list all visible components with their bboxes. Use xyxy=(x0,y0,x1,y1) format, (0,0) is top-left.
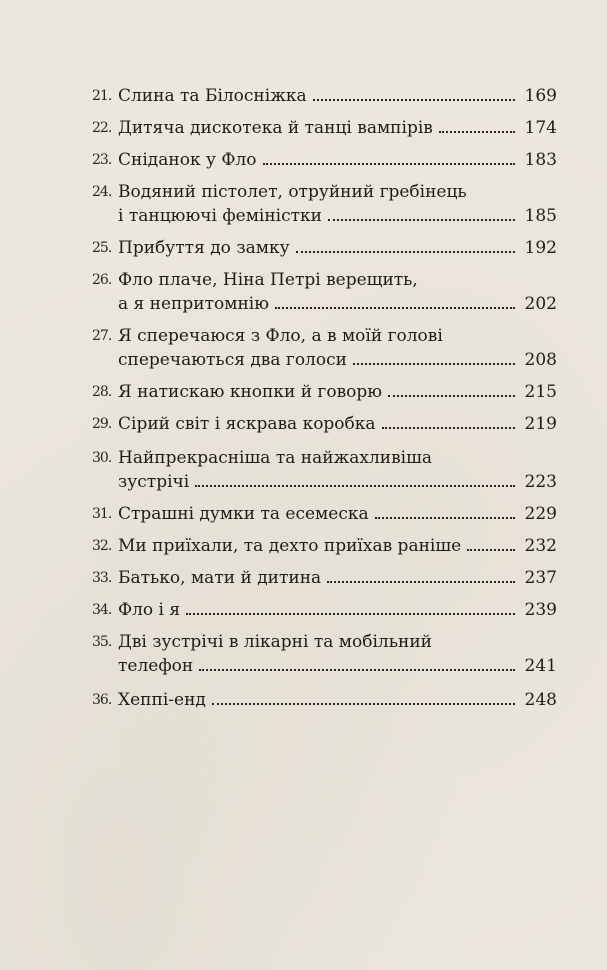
chapter-number: 29. xyxy=(92,416,112,432)
toc-entry xyxy=(92,268,557,316)
toc-entry xyxy=(92,380,557,404)
toc-entry xyxy=(92,598,557,622)
page-number: 248 xyxy=(524,690,557,710)
chapter-number: 26. xyxy=(92,272,112,288)
dot-leader xyxy=(375,517,515,519)
page-number: 183 xyxy=(524,150,557,170)
chapter-title-text: Дві зустрічі в лікарні та мобільний xyxy=(118,632,432,652)
dot-leader xyxy=(275,307,515,309)
chapter-title-line xyxy=(92,502,557,526)
chapter-title-line xyxy=(92,348,557,372)
chapter-number: 30. xyxy=(92,450,112,466)
chapter-title-line xyxy=(92,446,557,470)
toc-entry xyxy=(92,180,557,228)
chapter-title-line xyxy=(92,84,557,108)
dot-leader xyxy=(439,131,515,133)
toc-entry xyxy=(92,630,557,678)
chapter-number: 22. xyxy=(92,120,112,136)
toc-entry xyxy=(92,324,557,372)
chapter-title-line xyxy=(92,412,557,436)
chapter-number: 25. xyxy=(92,240,112,256)
chapter-title-line xyxy=(92,380,557,404)
chapter-number: 24. xyxy=(92,184,112,200)
dot-leader xyxy=(353,363,515,365)
chapter-title-text: Найпрекрасніша та найжахливіша xyxy=(118,448,433,468)
chapter-title-text: Прибуття до замку xyxy=(118,238,290,258)
toc-entry xyxy=(92,84,557,108)
chapter-title-line xyxy=(92,148,557,172)
page-number: 237 xyxy=(524,568,557,588)
dot-leader xyxy=(212,703,515,705)
chapter-title-line xyxy=(92,324,557,348)
chapter-title-text: Я натискаю кнопки й говорю xyxy=(118,382,383,402)
chapter-title-text: Сірий світ і яскрава коробка xyxy=(118,414,376,434)
chapter-title-line xyxy=(92,630,557,654)
chapter-title-line xyxy=(92,292,557,316)
page-number: 174 xyxy=(524,118,557,138)
chapter-title-text: сперечаються два голоси xyxy=(118,350,347,370)
chapter-title-text: Сніданок у Фло xyxy=(118,150,257,170)
chapter-number: 27. xyxy=(92,328,112,344)
chapter-number: 33. xyxy=(92,570,112,586)
dot-leader xyxy=(327,581,514,583)
chapter-title-line xyxy=(92,688,557,712)
page-number: 215 xyxy=(524,382,557,402)
chapter-title-text: зустрічі xyxy=(118,472,190,492)
dot-leader xyxy=(186,613,514,615)
chapter-title-line xyxy=(92,204,557,228)
chapter-number: 23. xyxy=(92,152,112,168)
chapter-number: 32. xyxy=(92,538,112,554)
chapter-number: 31. xyxy=(92,506,112,522)
dot-leader xyxy=(313,99,515,101)
toc-entry xyxy=(92,534,557,558)
chapter-title-line xyxy=(92,180,557,204)
chapter-title-text: Фло і я xyxy=(118,600,181,620)
dot-leader xyxy=(328,219,515,221)
page-number: 208 xyxy=(524,350,557,370)
chapter-title-line xyxy=(92,566,557,590)
chapter-number: 34. xyxy=(92,602,112,618)
dot-leader xyxy=(195,485,514,487)
toc-entry xyxy=(92,566,557,590)
toc-entry xyxy=(92,412,557,436)
toc-entry xyxy=(92,236,557,260)
page-number: 223 xyxy=(524,472,557,492)
chapter-title-line xyxy=(92,534,557,558)
toc-entry xyxy=(92,446,557,494)
toc-entry xyxy=(92,148,557,172)
chapter-title-text: Ми приїхали, та дехто приїхав раніше xyxy=(118,536,462,556)
chapter-title-line xyxy=(92,116,557,140)
dot-leader xyxy=(467,549,514,551)
page-number: 202 xyxy=(524,294,557,314)
chapter-number: 21. xyxy=(92,88,112,104)
chapter-title-line xyxy=(92,236,557,260)
chapter-title-line xyxy=(92,268,557,292)
dot-leader xyxy=(199,669,514,671)
chapter-title-text: Батько, мати й дитина xyxy=(118,568,322,588)
page-number: 219 xyxy=(524,414,557,434)
chapter-title-text: Водяний пістолет, отруйний гребінець xyxy=(118,182,467,202)
toc-entry xyxy=(92,502,557,526)
dot-leader xyxy=(382,427,515,429)
chapter-title-line xyxy=(92,598,557,622)
chapter-title-line xyxy=(92,654,557,678)
page-number: 241 xyxy=(524,656,557,676)
chapter-title-text: Слина та Білосніжка xyxy=(118,86,307,106)
chapter-title-text: Дитяча дискотека й танці вампірів xyxy=(118,118,433,138)
chapter-title-text: телефон xyxy=(118,656,194,676)
page-number: 185 xyxy=(524,206,557,226)
chapter-number: 35. xyxy=(92,634,112,650)
toc-entry xyxy=(92,688,557,712)
page-number: 192 xyxy=(524,238,557,258)
dot-leader xyxy=(263,163,515,165)
page-number: 232 xyxy=(524,536,557,556)
chapter-title-line xyxy=(92,470,557,494)
dot-leader xyxy=(388,395,514,397)
chapter-title-text: Я сперечаюся з Фло, а в моїй голові xyxy=(118,326,443,346)
page-number: 239 xyxy=(524,600,557,620)
chapter-title-text: і танцюючі феміністки xyxy=(118,206,322,226)
chapter-title-text: а я непритомнію xyxy=(118,294,270,314)
chapter-title-text: Страшні думки та есемеска xyxy=(118,504,369,524)
page-number: 169 xyxy=(524,86,557,106)
page-number: 229 xyxy=(524,504,557,524)
chapter-number: 36. xyxy=(92,692,112,708)
toc-entry xyxy=(92,116,557,140)
chapter-title-text: Хеппі-енд xyxy=(118,690,206,710)
chapter-title-text: Фло плаче, Ніна Петрі верещить, xyxy=(118,270,418,290)
dot-leader xyxy=(296,251,515,253)
chapter-number: 28. xyxy=(92,384,112,400)
